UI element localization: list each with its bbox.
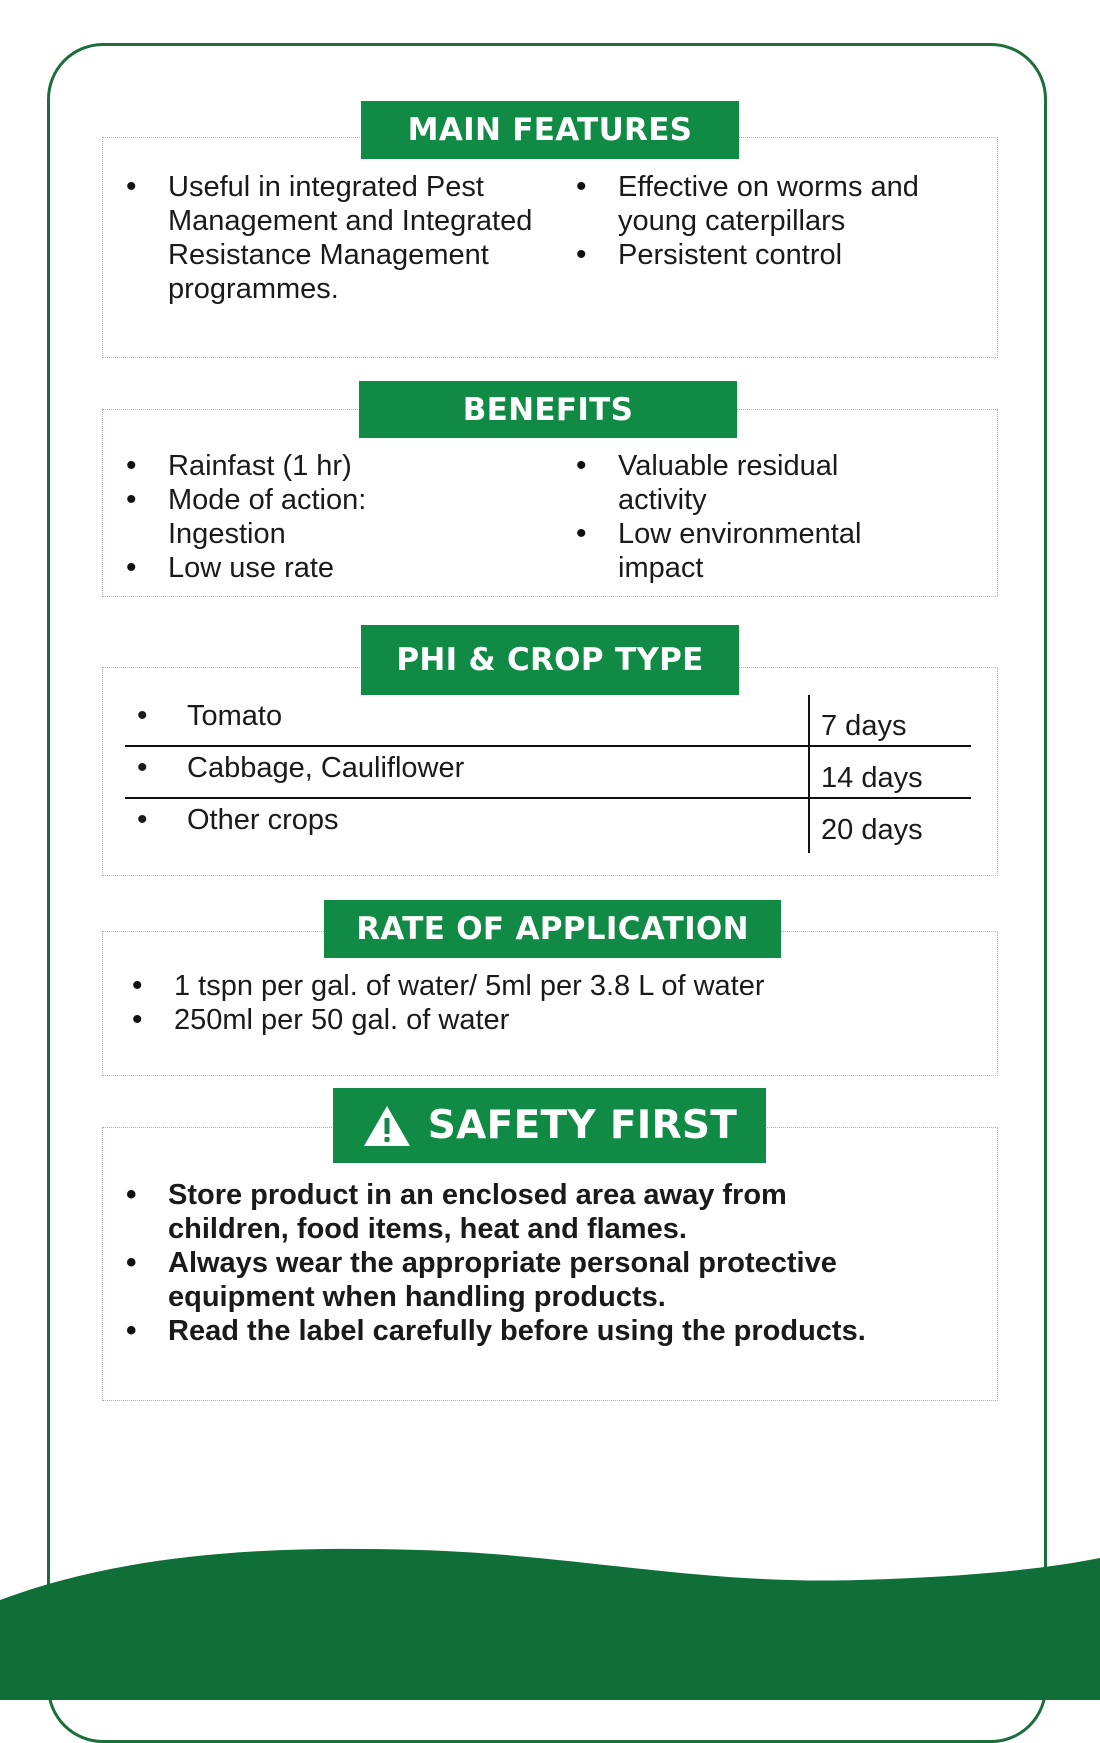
- list-item: • Low environmental impact: [566, 517, 866, 585]
- list-item: • Rainfast (1 hr): [116, 449, 536, 483]
- rate-header: RATE OF APPLICATION: [324, 900, 781, 958]
- list-item: • Persistent control: [566, 238, 976, 272]
- crop-name: • Tomato: [187, 699, 282, 733]
- rate-list: [122, 969, 982, 1037]
- safety-header: [333, 1088, 766, 1163]
- list-item: • 250ml per 50 gal. of water: [122, 1003, 982, 1037]
- crop-name: • Other crops: [187, 803, 339, 837]
- benefits-header: BENEFITS: [359, 381, 737, 438]
- main-features-left: [116, 170, 536, 306]
- main-features-header: MAIN FEATURES: [361, 101, 739, 159]
- table-row: [125, 799, 971, 851]
- crop-days: 14 days: [821, 762, 923, 794]
- safety-list: [116, 1178, 976, 1348]
- table-divider: [808, 695, 810, 853]
- list-item: • Valuable residual activity: [566, 449, 866, 517]
- list-item: • Useful in integrated Pest Management and Integrated Resistance Management programmes.: [116, 170, 536, 306]
- crop-days: 7 days: [821, 710, 907, 742]
- list-item: • Store product in an enclosed area away from children, food items, heat and flames.: [116, 1178, 868, 1246]
- list-item: • Effective on worms and young caterpillars: [566, 170, 976, 238]
- crop-table: [125, 695, 971, 851]
- crop-days: 20 days: [821, 814, 923, 846]
- list-item: • Read the label carefully before using the products.: [116, 1314, 976, 1348]
- table-row: [125, 695, 971, 747]
- list-item: • 1 tspn per gal. of water/ 5ml per 3.8 L of water: [122, 969, 982, 1003]
- benefits-left: [116, 449, 536, 585]
- main-features-right: [566, 170, 976, 272]
- bottom-wave-decoration: [0, 1530, 1100, 1700]
- warning-icon: [362, 1104, 412, 1148]
- table-row: [125, 747, 971, 799]
- list-item: • Low use rate: [116, 551, 536, 585]
- benefits-right: [566, 449, 866, 585]
- safety-title: SAFETY FIRST: [427, 1103, 738, 1148]
- phi-header: PHI & CROP TYPE: [361, 625, 739, 695]
- crop-name: • Cabbage, Cauliflower: [187, 751, 464, 785]
- list-item: • Mode of action: Ingestion: [116, 483, 428, 551]
- list-item: • Always wear the appropriate personal protective equipment when handling products.: [116, 1246, 928, 1314]
